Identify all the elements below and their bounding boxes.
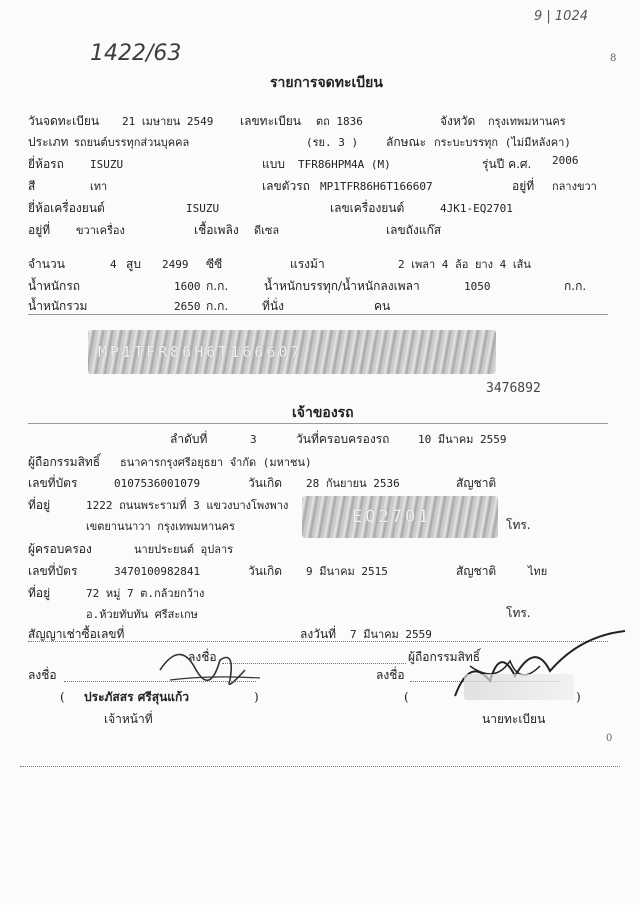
holder-name: ธนาคารกรุงศรีอยุธยา จำกัด (มหาชน) — [120, 456, 312, 469]
vehicle-brand: ISUZU — [90, 158, 124, 171]
label-nationality: สัญชาติ — [456, 476, 497, 490]
label-possessor-id: เลขที่บัตร — [28, 564, 78, 578]
vehicle-weight: 1600 — [174, 280, 201, 293]
reg-number: ตถ 1836 — [316, 115, 363, 128]
label-seats: ที่นั่ง — [262, 299, 284, 313]
weight-unit: ก.ก. — [206, 279, 229, 293]
handwritten-number: 1422/63 — [90, 41, 182, 66]
label-possessor-nationality: สัญชาติ — [456, 564, 497, 578]
label-reg-date: วันจดทะเบียน — [28, 114, 100, 128]
total-weight: 2650 — [174, 300, 201, 313]
label-sequence: ลำดับที่ — [170, 432, 208, 446]
engine-brand: ISUZU — [186, 202, 220, 215]
label-fuel: เชื้อเพลิง — [194, 223, 239, 237]
label-birth-date: วันเกิด — [248, 476, 283, 490]
total-weight-unit: ก.ก. — [206, 299, 229, 313]
engine-cc: 2499 — [162, 258, 189, 271]
holder-birth-date: 28 กันยายน 2536 — [306, 477, 400, 490]
label-possession-date: วันที่ครอบครองรถ — [296, 432, 390, 446]
label-province: จังหวัด — [440, 114, 476, 128]
label-engine-number: เลขเครื่องยนต์ — [330, 201, 405, 215]
vehicle-color: เทา — [90, 180, 108, 193]
model-year: 2006 — [552, 154, 579, 167]
label-telephone: โทร. — [506, 518, 531, 532]
possessor-id-number: 3470100982841 — [114, 565, 201, 578]
officer-name-close-paren: ) — [254, 690, 259, 704]
label-total-weight: น้ำหนักรวม — [28, 299, 88, 313]
load-unit: ก.ก. — [564, 279, 587, 293]
document-title: รายการจดทะเบียน — [270, 75, 383, 91]
holder-id-number: 0107536001079 — [114, 477, 201, 490]
possessor-address-line2: อ.ห้วยทับทัน ศรีสะเกษ — [86, 608, 198, 621]
possessor-nationality: ไทย — [528, 565, 548, 578]
label-color: สี — [28, 179, 36, 193]
label-contract-date: ลงวันที่ — [300, 627, 337, 641]
holder-address-line1: 1222 ถนนพระรามที่ 3 แขวงบางโพงพาง — [86, 499, 289, 512]
label-sign-holder: ลงชื่อ — [188, 650, 217, 664]
load-weight: 1050 — [464, 280, 491, 293]
label-weight: น้ำหนักรถ — [28, 279, 81, 293]
label-chassis: เลขตัวรถ — [262, 179, 310, 193]
engine-rubbing — [302, 496, 498, 538]
bottom-mark: 0 — [606, 733, 613, 744]
page-reference: 9 | 1024 — [534, 9, 588, 24]
label-horsepower: แรงม้า — [290, 257, 325, 271]
label-engine-position: อยู่ที่ — [28, 223, 51, 237]
label-sign-officer: ลงชื่อ — [28, 668, 57, 682]
label-type: ประเภท — [28, 135, 69, 149]
engine-rubbing-text: EQ2701 — [352, 507, 432, 527]
chassis-position: กลางขวา — [552, 180, 597, 193]
vehicle-kind: กระบะบรรทุก (ไม่มีหลังคา) — [434, 136, 571, 149]
type-code: (รย. 3 ) — [306, 136, 359, 149]
rubbing-text: MP1TFR86H6T166607 — [98, 343, 303, 361]
label-possessor-telephone: โทร. — [506, 606, 531, 620]
officer-name: ประภัสสร ศรีสุนแก้ว — [84, 690, 190, 704]
registrar-name-open-paren: ( — [404, 690, 409, 704]
separator-line — [28, 314, 608, 315]
officer-name-open-paren: ( — [60, 690, 65, 704]
engine-position: ขวาเครื่อง — [76, 224, 125, 237]
label-cc: ซีซี — [206, 257, 223, 271]
registrar-stamp — [464, 674, 574, 700]
label-contract-number: สัญญาเช่าซื้อเลขที่ — [28, 627, 125, 641]
label-persons: คน — [374, 299, 391, 313]
margin-number: 8 — [610, 53, 617, 64]
label-engine-brand: ยี่ห้อเครื่องยนต์ — [28, 201, 105, 215]
label-count: จำนวน — [28, 257, 65, 271]
label-brand: ยี่ห้อรถ — [28, 157, 64, 171]
label-holder-role: ผู้ถือกรรมสิทธิ์ — [408, 650, 481, 664]
label-cylinders: สูบ — [126, 257, 141, 271]
possessor-birth-date: 9 มีนาคม 2515 — [306, 565, 388, 578]
bottom-dotted-line — [20, 766, 620, 767]
label-reg-number: เลขทะเบียน — [240, 114, 301, 128]
label-possessor-address: ที่อยู่ — [28, 586, 51, 600]
holder-address-line2: เขตยานนาวา กรุงเทพมหานคร — [86, 520, 235, 533]
label-model-year: รุ่นปี ค.ศ. — [482, 157, 532, 171]
serial-number: 3476892 — [486, 381, 541, 396]
label-address: ที่อยู่ — [28, 498, 51, 512]
label-load: น้ำหนักบรรทุก/น้ำหนักลงเพลา — [264, 279, 420, 293]
label-holder: ผู้ถือกรรมสิทธิ์ — [28, 455, 101, 469]
label-model: แบบ — [262, 157, 285, 171]
vehicle-type: รถยนต์บรรทุกส่วนบุคคล — [74, 136, 190, 149]
label-registrar: นายทะเบียน — [482, 712, 546, 726]
label-sign-registrar: ลงชื่อ — [376, 668, 405, 682]
officer-signature-icon — [150, 630, 270, 700]
possession-date: 10 มีนาคม 2559 — [418, 433, 507, 446]
reg-date: 21 เมษายน 2549 — [122, 115, 214, 128]
contract-date: 7 มีนาคม 2559 — [350, 628, 432, 641]
sequence-number: 3 — [250, 433, 257, 446]
label-gas-tank: เลขถังแก๊ส — [386, 223, 442, 237]
label-kind: ลักษณะ — [386, 135, 427, 149]
vehicle-model: TFR86HPM4A (M) — [298, 158, 391, 171]
province: กรุงเทพมหานคร — [488, 115, 566, 128]
cylinder-count: 4 — [110, 258, 117, 271]
chassis-rubbing — [88, 330, 496, 374]
label-chassis-position: อยู่ที่ — [512, 179, 535, 193]
label-possessor-birth: วันเกิด — [248, 564, 283, 578]
engine-number: 4JK1-EQ2701 — [440, 202, 513, 215]
label-id-number: เลขที่บัตร — [28, 476, 78, 490]
chassis-number: MP1TFR86H6T166607 — [320, 180, 433, 193]
fuel-type: ดีเซล — [254, 224, 280, 237]
axles-wheels: 2 เพลา 4 ล้อ ยาง 4 เส้น — [398, 258, 531, 271]
possessor-address-line1: 72 หมู่ 7 ต.กล้วยกว้าง — [86, 587, 205, 600]
owner-heading: เจ้าของรถ — [292, 405, 354, 421]
label-possessor: ผู้ครอบครอง — [28, 542, 92, 556]
possessor-name: นายประยนต์ อุปลาร — [134, 543, 234, 556]
label-officer: เจ้าหน้าที่ — [104, 712, 153, 726]
registrar-name-close-paren: ) — [576, 690, 581, 704]
owner-separator — [28, 423, 608, 424]
